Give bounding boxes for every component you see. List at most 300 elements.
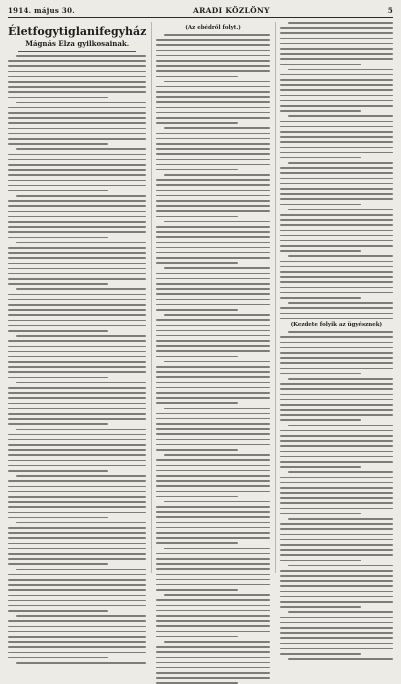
text-line (156, 366, 269, 368)
text-line (164, 221, 269, 223)
text-line (280, 513, 362, 515)
text-line (288, 378, 393, 380)
text-line (8, 392, 146, 394)
text-line (156, 216, 238, 218)
text-line (156, 439, 269, 441)
text-line (156, 257, 269, 259)
text-line (156, 44, 269, 46)
text-line (8, 532, 146, 534)
text-line (156, 522, 269, 524)
text-line (8, 595, 146, 597)
text-line (164, 594, 269, 596)
text-line (280, 549, 393, 551)
article-columns (8, 22, 393, 573)
text-line (280, 461, 393, 463)
text-line (156, 226, 269, 228)
text-line (156, 210, 269, 212)
text-line (280, 74, 393, 76)
text-line (8, 356, 146, 358)
text-line (16, 148, 146, 150)
text-line (280, 388, 393, 390)
column-1-text (8, 55, 146, 664)
text-line (156, 496, 238, 498)
text-line (8, 403, 146, 405)
text-line (280, 445, 393, 447)
text-line (280, 48, 393, 50)
text-line (8, 226, 146, 228)
text-line (280, 601, 393, 603)
text-line (8, 579, 146, 581)
text-line (280, 617, 393, 619)
text-line (8, 294, 146, 296)
text-line (156, 428, 269, 430)
text-line (288, 209, 393, 211)
text-line (8, 496, 146, 498)
text-line (280, 502, 393, 504)
text-line (280, 266, 393, 268)
column-3-text-bottom (280, 331, 393, 659)
text-line (156, 615, 269, 617)
text-line (288, 22, 393, 24)
text-line (280, 399, 393, 401)
paper-name: ARADI KÖZLÖNY (193, 6, 270, 15)
text-line (156, 584, 269, 586)
text-line (8, 620, 146, 622)
text-line (156, 444, 269, 446)
text-line (156, 112, 269, 114)
text-line (8, 574, 146, 576)
text-line (288, 255, 393, 257)
text-line (8, 304, 146, 306)
text-line (156, 470, 269, 472)
article-subtitle: Mágnás Elza gyilkosainak. (25, 39, 130, 48)
text-line (156, 148, 269, 150)
text-line (280, 183, 393, 185)
text-line (164, 454, 269, 456)
text-line (156, 138, 269, 140)
text-line (280, 570, 393, 572)
text-line (16, 429, 146, 431)
text-line (156, 133, 269, 135)
text-line (280, 585, 393, 587)
text-line (8, 278, 146, 280)
text-line (16, 615, 146, 617)
text-line (8, 314, 146, 316)
text-line (156, 599, 269, 601)
text-line (156, 382, 269, 384)
text-line (156, 568, 269, 570)
text-line (280, 27, 393, 29)
text-line (280, 188, 393, 190)
text-line (156, 107, 269, 109)
text-line (8, 169, 146, 171)
text-line (280, 336, 393, 338)
text-line (8, 558, 146, 560)
text-line (164, 641, 269, 643)
text-line (8, 397, 146, 399)
text-line (156, 485, 269, 487)
text-line (8, 486, 146, 488)
text-line (280, 204, 362, 206)
text-line (156, 605, 269, 607)
text-line (280, 141, 393, 143)
text-line (280, 477, 393, 479)
text-line (156, 325, 269, 327)
text-line (156, 273, 269, 275)
text-line (8, 641, 146, 643)
text-line (156, 76, 238, 78)
text-line (156, 96, 269, 98)
text-line (156, 527, 269, 529)
text-line (8, 563, 108, 565)
text-line (156, 532, 269, 534)
text-line (156, 387, 269, 389)
text-line (280, 240, 393, 242)
text-line (156, 304, 269, 306)
text-line (156, 236, 269, 238)
text-line (16, 242, 146, 244)
text-line (8, 71, 146, 73)
text-line (8, 548, 146, 550)
text-line (280, 261, 393, 263)
text-line (156, 397, 269, 399)
text-line (156, 667, 269, 669)
text-line (280, 492, 393, 494)
text-line (156, 636, 238, 638)
text-line (156, 159, 269, 161)
text-line (8, 434, 146, 436)
text-line (280, 487, 393, 489)
text-line (156, 579, 269, 581)
text-line (8, 325, 146, 327)
text-line (8, 330, 108, 332)
text-line (156, 553, 269, 555)
text-line (280, 43, 393, 45)
text-line (280, 178, 393, 180)
text-line (156, 200, 269, 202)
text-line (280, 534, 393, 536)
text-line (280, 105, 393, 107)
text-line (8, 340, 146, 342)
text-line (8, 112, 146, 114)
text-line (156, 475, 269, 477)
text-line (156, 558, 269, 560)
text-line (8, 657, 108, 659)
text-line (156, 413, 269, 415)
text-line (16, 475, 146, 477)
text-line (8, 299, 146, 301)
text-line (8, 626, 146, 628)
text-line (8, 190, 108, 192)
text-line (8, 589, 146, 591)
text-line (8, 506, 146, 508)
text-line (156, 86, 269, 88)
column-3-text-top (280, 22, 393, 319)
text-line (156, 610, 269, 612)
text-line (164, 314, 269, 316)
text-line (156, 309, 238, 311)
text-line (156, 620, 269, 622)
text-line (8, 537, 146, 539)
text-line (280, 95, 393, 97)
text-line (8, 247, 146, 249)
text-line (156, 402, 238, 404)
text-line (288, 518, 393, 520)
issue-date: 1914. május 30. (8, 6, 75, 15)
text-line (156, 672, 269, 674)
text-line (280, 643, 393, 645)
text-line (8, 465, 146, 467)
text-line (280, 79, 393, 81)
text-line (280, 84, 393, 86)
text-line (8, 309, 146, 311)
text-line (16, 335, 146, 337)
text-line (8, 605, 146, 607)
text-line (280, 383, 393, 385)
text-line (156, 537, 269, 539)
text-line (156, 262, 238, 264)
text-line (280, 632, 393, 634)
text-line (280, 497, 393, 499)
text-line (280, 440, 393, 442)
text-line (16, 55, 146, 57)
text-line (280, 373, 362, 375)
text-line (8, 377, 108, 379)
text-line (280, 352, 393, 354)
text-line (8, 512, 146, 514)
text-line (280, 131, 393, 133)
column-1 (8, 22, 146, 573)
text-line (280, 347, 393, 349)
text-line (8, 423, 108, 425)
text-line (8, 76, 146, 78)
text-line (280, 357, 393, 359)
text-line (8, 454, 146, 456)
text-line (156, 143, 269, 145)
text-line (8, 107, 146, 109)
text-line (8, 584, 146, 586)
column-3-heading: (Kezdete folyik az ügyésznek) (290, 322, 383, 329)
text-line (156, 299, 269, 301)
text-line (156, 350, 269, 352)
text-line (280, 404, 393, 406)
text-line (280, 172, 393, 174)
text-line (156, 278, 269, 280)
text-line (280, 147, 393, 149)
text-line (8, 60, 146, 62)
text-line (156, 252, 269, 254)
text-line (280, 214, 393, 216)
text-line (280, 409, 393, 411)
text-line (288, 471, 393, 473)
text-line (8, 501, 146, 503)
text-line (8, 263, 146, 265)
text-line (8, 408, 146, 410)
text-line (280, 198, 393, 200)
text-line (8, 133, 146, 135)
text-line (288, 658, 393, 660)
text-line (280, 482, 393, 484)
text-line (16, 288, 146, 290)
text-line (280, 297, 362, 299)
text-line (8, 268, 146, 270)
text-line (8, 81, 146, 83)
text-line (280, 528, 393, 530)
text-line (8, 491, 146, 493)
text-line (280, 451, 393, 453)
text-line (280, 456, 393, 458)
text-line (280, 606, 362, 608)
text-line (280, 152, 393, 154)
text-line (8, 86, 146, 88)
text-line (280, 622, 393, 624)
text-line (156, 247, 269, 249)
text-line (8, 128, 146, 130)
text-line (156, 662, 269, 664)
text-line (288, 425, 393, 427)
text-line (156, 589, 238, 591)
text-line (280, 224, 393, 226)
text-line (280, 394, 393, 396)
text-line (280, 435, 393, 437)
text-line (156, 423, 269, 425)
text-line (280, 318, 393, 320)
column-2-heading: (Az ebédről folyt.) (185, 25, 241, 31)
text-line (8, 159, 146, 161)
text-line (156, 205, 269, 207)
text-line (8, 185, 146, 187)
text-line (8, 65, 146, 67)
text-line (8, 600, 146, 602)
text-line (164, 408, 269, 410)
column-2 (151, 22, 269, 573)
text-line (280, 580, 393, 582)
text-line (280, 250, 362, 252)
text-line (280, 157, 362, 159)
text-line (280, 276, 393, 278)
text-line (8, 283, 108, 285)
text-line (280, 136, 393, 138)
text-line (8, 543, 146, 545)
text-line (280, 342, 393, 344)
text-line (156, 392, 269, 394)
text-line (8, 257, 146, 259)
text-line (288, 331, 393, 333)
text-line (288, 162, 393, 164)
text-line (156, 542, 238, 544)
text-line (164, 548, 269, 550)
text-line (280, 591, 393, 593)
text-line (8, 97, 108, 99)
text-line (8, 273, 146, 275)
text-line (156, 631, 269, 633)
text-line (156, 65, 269, 67)
text-line (280, 466, 362, 468)
text-line (280, 307, 393, 309)
text-line (280, 362, 393, 364)
text-line (156, 516, 269, 518)
text-line (280, 523, 393, 525)
text-line (8, 527, 146, 529)
text-line (8, 211, 146, 213)
text-line (156, 677, 269, 679)
text-line (156, 651, 269, 653)
text-line (156, 164, 269, 166)
text-line (164, 361, 269, 363)
text-line (8, 180, 146, 182)
text-line (156, 169, 238, 171)
text-line (8, 361, 146, 363)
text-line (156, 153, 269, 155)
text-line (8, 371, 146, 373)
text-line (156, 330, 269, 332)
text-line (16, 662, 146, 664)
text-line (288, 302, 393, 304)
text-line (156, 39, 269, 41)
text-line (156, 511, 269, 513)
text-line (8, 138, 146, 140)
text-line (8, 517, 108, 519)
text-line (8, 413, 146, 415)
text-line (156, 418, 269, 420)
text-line (16, 569, 146, 571)
text-line (8, 231, 146, 233)
text-line (156, 283, 269, 285)
text-line (288, 611, 393, 613)
text-line (8, 221, 146, 223)
text-line (16, 102, 146, 104)
text-line (280, 38, 393, 40)
text-line (8, 117, 146, 119)
text-line (156, 122, 238, 124)
text-line (156, 356, 238, 358)
text-line (156, 60, 269, 62)
column-3 (275, 22, 393, 573)
text-line (8, 252, 146, 254)
text-line (288, 565, 393, 567)
text-line (280, 575, 393, 577)
text-line (280, 193, 393, 195)
text-line (156, 376, 269, 378)
text-line (8, 205, 146, 207)
text-line (156, 242, 269, 244)
text-line (8, 418, 146, 420)
text-line (280, 313, 393, 315)
text-line (8, 122, 146, 124)
text-line (8, 346, 146, 348)
text-line (156, 646, 269, 648)
text-line (156, 293, 269, 295)
text-line (156, 491, 269, 493)
text-line (280, 292, 393, 294)
text-line (280, 653, 362, 655)
text-line (156, 433, 269, 435)
text-line (156, 335, 269, 337)
text-line (280, 539, 393, 541)
text-line (280, 430, 393, 432)
text-line (280, 596, 393, 598)
text-line (8, 387, 146, 389)
text-line (156, 288, 269, 290)
article-title: Életfogytiglanifegyház (8, 25, 147, 38)
title-rule (18, 51, 136, 52)
text-line (280, 419, 362, 421)
text-line (280, 110, 362, 112)
text-line (8, 91, 146, 93)
text-line (156, 563, 269, 565)
text-line (156, 195, 269, 197)
text-line (8, 449, 146, 451)
